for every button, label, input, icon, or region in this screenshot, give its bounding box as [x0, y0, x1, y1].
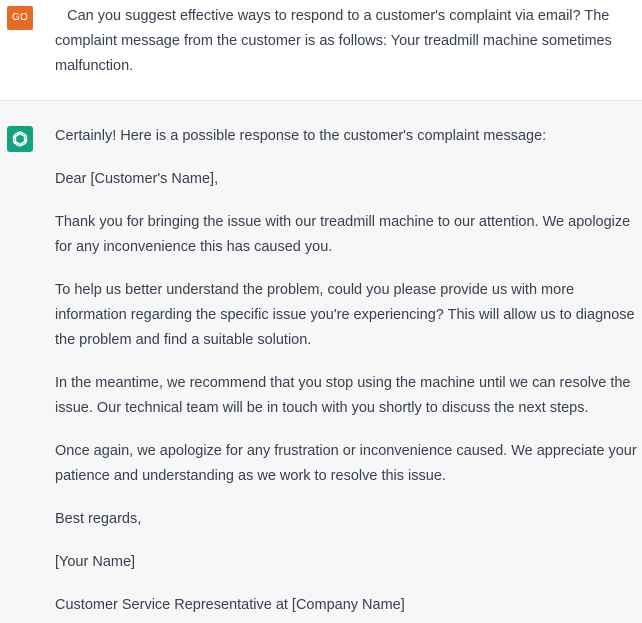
assistant-paragraph: To help us better understand the problem, could you please provide us with more information regarding the specific issue you're experiencing? This will allow us to diagnose the problem and find a suitable solution. [55, 282, 635, 348]
assistant-paragraph: Customer Service Representative at [Company Name] [55, 597, 405, 613]
assistant-paragraph: [Your Name] [55, 554, 136, 570]
assistant-paragraph: Certainly! Here is a possible response to the customer's complaint message: [55, 128, 547, 144]
assistant-paragraph: Best regards, [55, 511, 142, 527]
assistant-paragraph: Once again, we apologize for any frustration or inconvenience caused. We appreciate your patience and understanding as we work to resolve this issue. [55, 443, 637, 484]
assistant-paragraph: Dear [Customer's Name], [55, 171, 219, 187]
user-message-text: Can you suggest effective ways to respond to a customer's complaint via email? The complaint message from the customer is as follows: Your treadmill machine sometimes malfunction. [55, 8, 616, 74]
assistant-paragraph: Thank you for bringing the issue with our treadmill machine to our attention. We apologize for any inconvenience this has caused you. [55, 214, 631, 255]
assistant-message [0, 101, 642, 623]
openai-logo-icon [7, 126, 33, 152]
assistant-paragraph: In the meantime, we recommend that you stop using the machine until we can resolve the issue. Our technical team will be in touch with you shortly to discuss the next steps. [55, 375, 631, 416]
user-avatar: GO [7, 6, 33, 30]
assistant-message-body [55, 124, 637, 623]
user-message [0, 0, 642, 101]
